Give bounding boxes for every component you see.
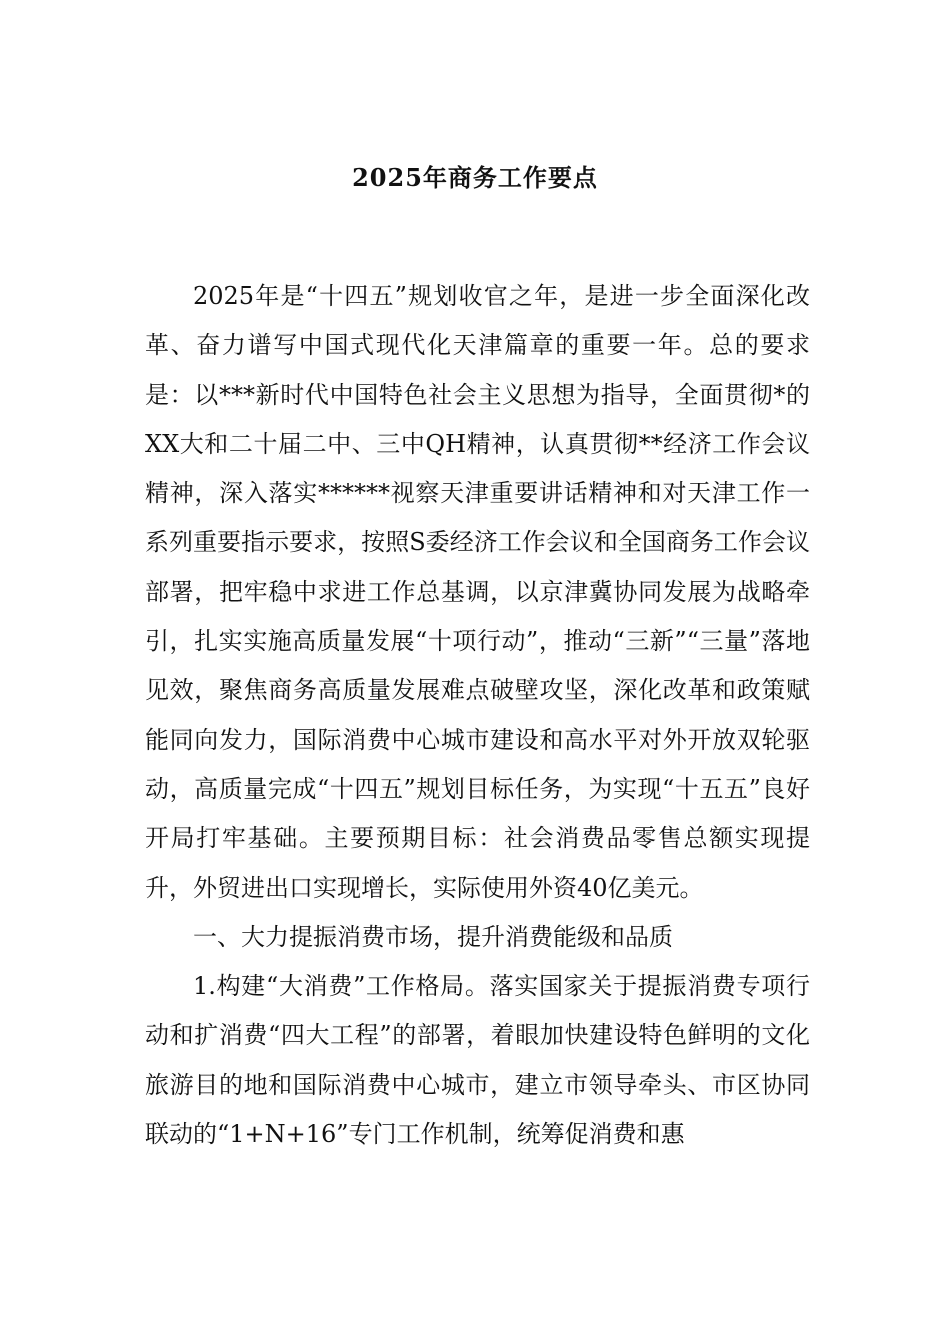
document-body <box>145 272 810 1159</box>
paragraph-intro: 2025年是“十四五”规划收官之年，是进一步全面深化改革、奋力谱写中国式现代化天津篇章的重要一年。总的要求是：以***新时代中国特色社会主义思想为指导，全面贯彻*的XX大和二十届二中、三中QH精神，认真贯彻**经济工作会议精神，深入落实******视察天津重要讲话精神和对天津工作一系列重要指示要求，按照S委经济工作会议和全国商务工作会议部署，把牢稳中求进工作总基调，以京津冀协同发展为战略牵引，扎实实施高质量发展“十项行动”，推动“三新”“三量”落地见效，聚焦商务高质量发展难点破壁攻坚，深化改革和政策赋能同向发力，国际消费中心城市建设和高水平对外开放双轮驱动，高质量完成“十四五”规划目标任务，为实现“十五五”良好开局打牢基础。主要预期目标：社会消费品零售总额实现提升，外贸进出口实现增长，实际使用外资40亿美元。 <box>145 282 810 902</box>
section-heading-1: 一、大力提振消费市场，提升消费能级和品质 <box>193 922 673 951</box>
document-title: 2025年商务工作要点 <box>352 163 598 192</box>
paragraph-item-1: 1.构建“大消费”工作格局。落实国家关于提振消费专项行动和扩消费“四大工程”的部署，着眼加快建设特色鲜明的文化旅游目的地和国际消费中心城市，建立市领导牵头、市区协同联动的“1+N+16”专门工作机制，统筹促消费和惠 <box>145 972 810 1149</box>
